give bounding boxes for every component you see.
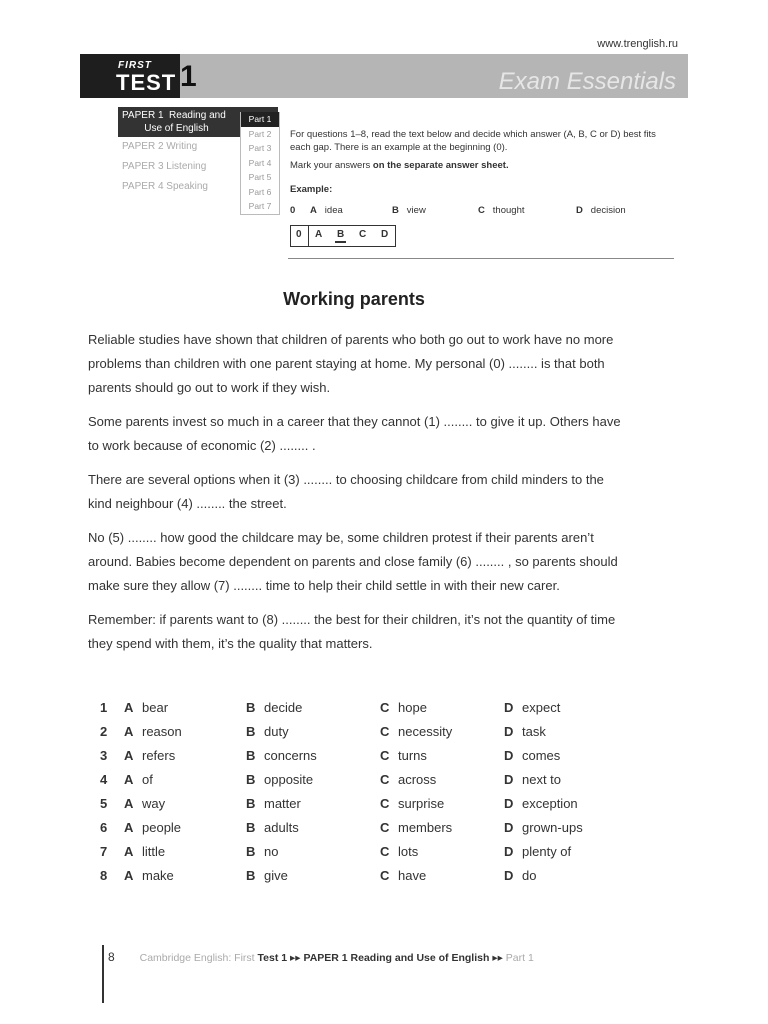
- example-option-d: D decision: [576, 205, 626, 216]
- paper-4-item: PAPER 4 Speaking: [122, 181, 208, 192]
- part-1-item: Part 1: [241, 112, 279, 127]
- passage-paragraph-5: Remember: if parents want to (8) ........ the best for their children, it’s not the quantity of time they spend with them, it’s the quality that matters.: [88, 612, 616, 651]
- site-url: www.trenglish.ru: [597, 38, 678, 50]
- passage-paragraph-1: Reliable studies have shown that children of parents who both go out to work have no more problems than children with one parent staying at home. My personal (0) ........ is that both parents should go out to work if they wish.: [88, 332, 614, 395]
- passage-paragraph-4: No (5) ........ how good the childcare may be, some children protest if their parents aren’t around. Babies become dependent on parents and close family (6) ........ , so parents should make sure they allow (7) ........ time to help their child settle in with their new carer.: [88, 530, 618, 593]
- example-number: 0: [290, 205, 296, 216]
- arrow-icon: ▸▸: [492, 952, 503, 964]
- part-4-item: Part 4: [248, 157, 272, 168]
- footer: [108, 950, 534, 964]
- passage-paragraph-3: There are several options when it (3) ........ to choosing childcare from child minders to the kind neighbour (4) ........ the street.: [88, 472, 604, 511]
- footer-book: Cambridge English: First: [139, 952, 255, 964]
- example-answer-box: [290, 225, 396, 247]
- footer-part: Part 1: [505, 952, 534, 964]
- paper-1-item: PAPER 1 Reading and Use of English: [118, 107, 278, 137]
- answer-box-d: D: [381, 229, 389, 240]
- example-label: Example:: [290, 184, 333, 195]
- answer-box-a: A: [315, 229, 323, 240]
- instructions: [290, 128, 670, 177]
- paper-3-item: PAPER 3 Listening: [122, 161, 207, 172]
- answer-box-c: C: [359, 229, 367, 240]
- example-option-a: A idea: [310, 205, 343, 216]
- footer-bar: [102, 945, 104, 1003]
- answer-b-mark: [335, 241, 346, 243]
- passage-paragraph-2: Some parents invest so much in a career that they cannot (1) ........ to give it up. Others have to work because of economic (2) ........ .: [88, 414, 621, 453]
- part-2-item: Part 2: [248, 128, 272, 139]
- example-option-b: B view: [392, 205, 426, 216]
- test-number: 1: [180, 60, 197, 93]
- answer-box-number: 0: [296, 229, 302, 240]
- passage: [88, 328, 624, 666]
- test-badge: [80, 54, 180, 98]
- footer-paper: PAPER 1 Reading and Use of English: [303, 952, 490, 964]
- instruction-text: For questions 1–8, read the text below and decide which answer (A, B, C or D) best fits each gap. There is an example at the beginning (0).: [290, 129, 656, 153]
- part-5-item: Part 5: [248, 172, 272, 182]
- paper-2-item: PAPER 2 Writing: [122, 141, 198, 152]
- arrow-icon: ▸▸: [290, 952, 301, 964]
- footer-test: Test 1: [257, 952, 288, 964]
- test-label: TEST: [116, 70, 177, 95]
- answer-box-b: B: [337, 229, 345, 240]
- part-7-item: Part 7: [248, 201, 272, 211]
- answer-sheet-instruction: Mark your answers on the separate answer sheet.: [290, 160, 509, 171]
- divider: [288, 258, 674, 259]
- passage-title: Working parents: [283, 289, 425, 309]
- example-option-c: C thought: [478, 205, 525, 216]
- part-6-item: Part 6: [248, 186, 272, 197]
- page-number: 8: [108, 950, 115, 964]
- part-navigation: [240, 112, 280, 215]
- first-label: FIRST: [118, 60, 152, 71]
- banner-title: Exam Essentials: [498, 68, 676, 95]
- part-3-item: Part 3: [248, 143, 272, 153]
